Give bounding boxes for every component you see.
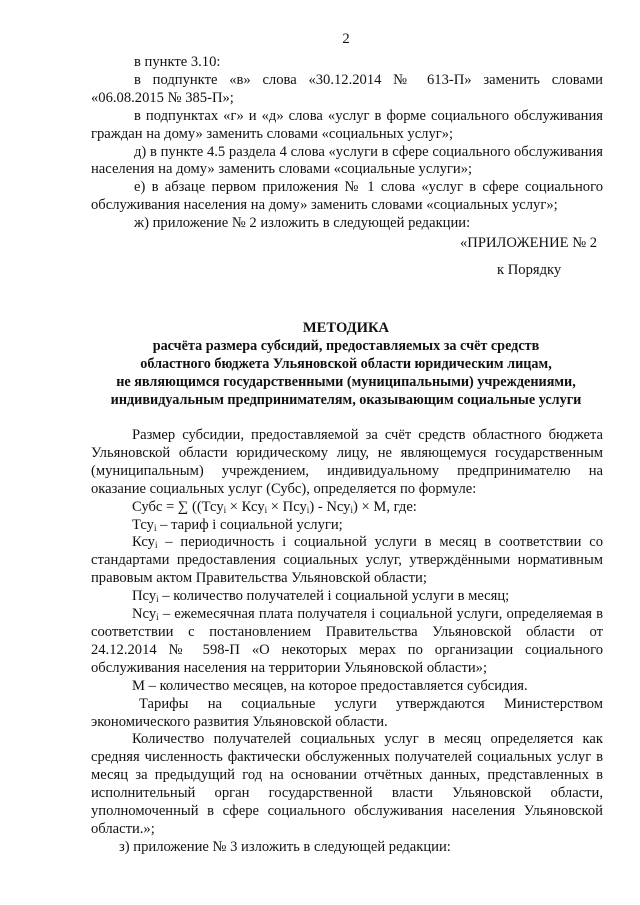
page-number: 2 bbox=[342, 31, 350, 47]
methodology-body bbox=[91, 427, 603, 857]
definition: Ксу$_i$ – периодичность i социальной услуги в месяц в соответствии со стандартами предоставления социальных услуг, утверждёнными нормативным правовым актом Правительства Ульяновской области; bbox=[91, 534, 603, 587]
definition: Nсу$_i$ – ежемесячная плата получателя i социальной услуги, определяемая в соответствии с постановлением Правительства Ульяновской области от 24.12.2014 № 598-П «О некоторых мерах по организации социального обслуживания населения на территории Ульяновской области»; bbox=[91, 606, 603, 676]
paragraph: Количество получателей социальных услуг в месяц определяется как средняя численность фактически обслуженных получателей социальных услуг в месяц за предыдущий год на основании отчётных данных, представленных в исполнительный орган государственной власти Ульяновской области, уполномоченный в сфере социального обслуживания населения Ульяновской области.»; bbox=[91, 731, 603, 837]
paragraph: М – количество месяцев, на которое предоставляется субсидия. bbox=[132, 677, 528, 694]
paragraph: в пункте 3.10: bbox=[134, 54, 221, 70]
subtitle-line: расчёта размера субсидий, предоставляемых за счёт средств bbox=[152, 338, 540, 354]
subtitle-line: областного бюджета Ульяновской области юридическим лицам, bbox=[140, 355, 552, 372]
definition: Псу$_i$ – количество получателей i социальной услуги в месяц; bbox=[132, 588, 510, 605]
definition: Тсу$_i$ – тариф i социальной услуги; bbox=[132, 516, 343, 533]
subtitle-line: не являющимся государственными (муниципальными) учреждениями, bbox=[116, 373, 576, 390]
paragraph: е) в абзаце первом приложения № 1 слова «услуг в сфере социального обслуживания населения на дому» заменить словами «социальных услуг»; bbox=[91, 179, 603, 214]
paragraph: з) приложение № 3 изложить в следующей редакции: bbox=[119, 838, 451, 855]
amendments-block bbox=[91, 54, 603, 233]
paragraph: Размер субсидии, предоставляемой за счёт средств областного бюджета Ульяновской области юридическому лицу, не являющемуся государственным (муниципальным) учреждением, индивидуальному предпринимателю на оказание социальных услуг (Субс), определяется по формуле: bbox=[91, 427, 603, 497]
document-title: МЕТОДИКА bbox=[302, 320, 390, 336]
appendix-label: «ПРИЛОЖЕНИЕ № 2 bbox=[460, 235, 598, 251]
document-subtitle bbox=[80, 338, 612, 410]
paragraph: д) в пункте 4.5 раздела 4 слова «услуги в сфере социального обслуживания населения на дому» заменить словами «социальные услуги»; bbox=[91, 143, 603, 178]
formula: Субс = ∑ ((Тсу$_i$ × Ксу$_i$ × Псу$_i$) - Nсу$_i$) × М, где: bbox=[132, 498, 417, 515]
paragraph: Тарифы на социальные услуги утверждаются Министерством экономического развития Ульяновской области. bbox=[91, 695, 603, 730]
paragraph: ж) приложение № 2 изложить в следующей редакции: bbox=[134, 215, 471, 232]
appendix-to: к Порядку bbox=[497, 262, 562, 278]
paragraph: в подпункте «в» слова «30.12.2014 № 613-П» заменить словами «06.08.2015 № 385-П»; bbox=[91, 71, 603, 106]
paragraph: в подпунктах «г» и «д» слова «услуг в форме социального обслуживания граждан на дому» заменить словами «социальных услуг»; bbox=[91, 107, 603, 142]
subtitle-line: индивидуальным предпринимателям, оказывающим социальные услуги bbox=[110, 391, 582, 408]
